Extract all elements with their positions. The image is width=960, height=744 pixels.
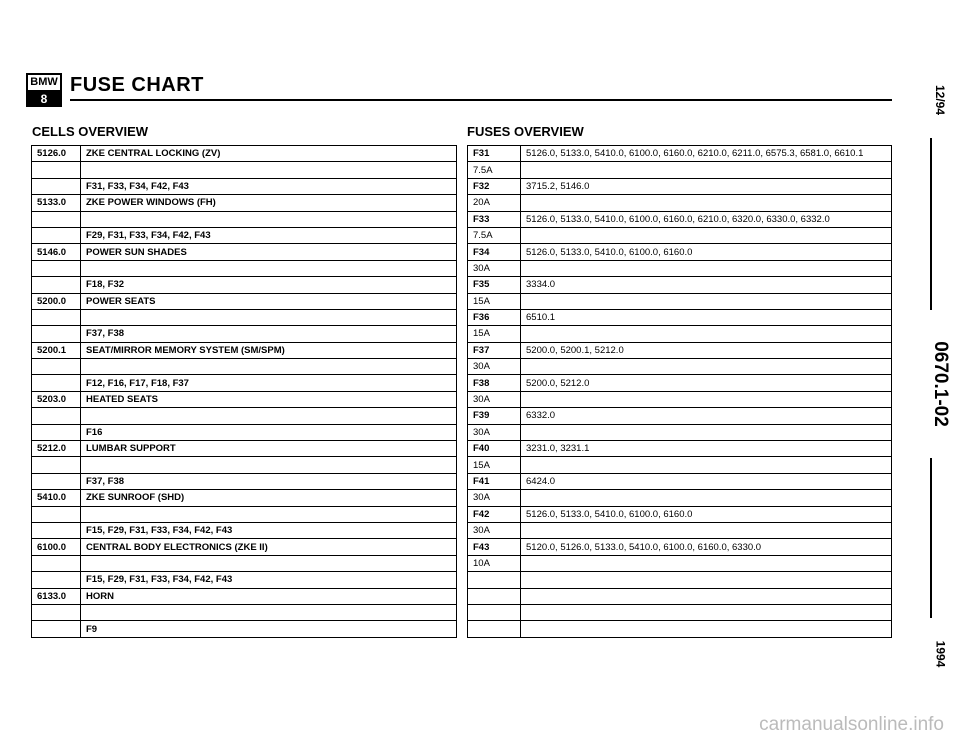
table-row xyxy=(32,309,457,325)
blank-cell xyxy=(32,522,81,538)
cell-code: 5133.0 xyxy=(32,195,81,211)
cell-name: LUMBAR SUPPORT xyxy=(81,441,457,457)
table-row xyxy=(32,522,457,538)
cell-fuses: F18, F32 xyxy=(81,277,457,293)
blank-cell xyxy=(32,408,81,424)
fuse-amp: 7.5A xyxy=(468,227,521,243)
fuse-amp: 30A xyxy=(468,490,521,506)
fuse-cells: 6510.1 xyxy=(521,309,892,325)
blank-cell xyxy=(521,359,892,375)
side-year-text: 1994 xyxy=(932,640,947,668)
table-row xyxy=(32,146,457,162)
table-row xyxy=(32,195,457,211)
table-row xyxy=(468,277,892,293)
fuse-amp: 10A xyxy=(468,555,521,571)
fuse-id: F43 xyxy=(468,539,521,555)
fuse-id: F39 xyxy=(468,408,521,424)
fuse-id: F31 xyxy=(468,146,521,162)
fuse-cells: 5126.0, 5133.0, 5410.0, 6100.0, 6160.0 xyxy=(521,506,892,522)
cell-fuses: F9 xyxy=(81,621,457,637)
side-date-text: 12/94 xyxy=(933,84,947,116)
blank-cell xyxy=(32,211,81,227)
blank-cell xyxy=(81,604,457,620)
fuse-amp: 7.5A xyxy=(468,162,521,178)
table-row xyxy=(468,441,892,457)
logo-bottom-text: 8 xyxy=(28,92,60,107)
blank-cell xyxy=(32,227,81,243)
fuses-heading: FUSES OVERVIEW xyxy=(467,124,584,139)
fuse-id: F36 xyxy=(468,309,521,325)
cell-code: 5212.0 xyxy=(32,441,81,457)
table-row xyxy=(32,572,457,588)
fuse-id: F38 xyxy=(468,375,521,391)
blank-cell xyxy=(521,326,892,342)
table-row xyxy=(32,408,457,424)
fuse-id: F41 xyxy=(468,473,521,489)
cell-code: 5146.0 xyxy=(32,244,81,260)
cell-fuses: F31, F33, F34, F42, F43 xyxy=(81,178,457,194)
cell-fuses: F37, F38 xyxy=(81,473,457,489)
table-row xyxy=(468,490,892,506)
fuse-amp: 30A xyxy=(468,424,521,440)
cell-code: 5126.0 xyxy=(32,146,81,162)
fuse-amp: 30A xyxy=(468,260,521,276)
fuse-amp: 15A xyxy=(468,457,521,473)
fuse-cells: 5126.0, 5133.0, 5410.0, 6100.0, 6160.0, 6210.0, 6211.0, 6575.3, 6581.0, 6610.1 xyxy=(521,146,892,162)
table-row xyxy=(468,391,892,407)
blank-cell xyxy=(32,260,81,276)
table-row xyxy=(32,539,457,555)
table-row xyxy=(32,555,457,571)
page-title: FUSE CHART xyxy=(70,74,204,96)
fuse-cells: 6332.0 xyxy=(521,408,892,424)
blank-cell xyxy=(32,424,81,440)
watermark: carmanualsonline.info xyxy=(759,714,944,735)
blank-cell xyxy=(81,408,457,424)
table-row xyxy=(468,195,892,211)
fuse-cells: 5120.0, 5126.0, 5133.0, 5410.0, 6100.0, 6160.0, 6330.0 xyxy=(521,539,892,555)
table-row xyxy=(468,244,892,260)
blank-cell xyxy=(32,473,81,489)
fuse-id: F34 xyxy=(468,244,521,260)
blank-cell xyxy=(468,604,521,620)
table-row xyxy=(468,359,892,375)
cell-code: 5200.0 xyxy=(32,293,81,309)
fuse-amp: 15A xyxy=(468,326,521,342)
table-row xyxy=(32,359,457,375)
table-row xyxy=(468,506,892,522)
blank-cell xyxy=(81,309,457,325)
table-row xyxy=(32,457,457,473)
table-row xyxy=(468,178,892,194)
blank-cell xyxy=(521,391,892,407)
fuse-id: F40 xyxy=(468,441,521,457)
cell-code: 5203.0 xyxy=(32,391,81,407)
table-row xyxy=(32,391,457,407)
table-row xyxy=(468,473,892,489)
blank-cell xyxy=(32,572,81,588)
blank-cell xyxy=(521,457,892,473)
table-row xyxy=(468,211,892,227)
blank-cell xyxy=(521,195,892,211)
blank-cell xyxy=(32,621,81,637)
blank-cell xyxy=(81,555,457,571)
blank-cell xyxy=(521,588,892,604)
table-row xyxy=(32,490,457,506)
cell-fuses: F29, F31, F33, F34, F42, F43 xyxy=(81,227,457,243)
table-row xyxy=(32,588,457,604)
fuse-id: F37 xyxy=(468,342,521,358)
table-row xyxy=(32,277,457,293)
blank-cell xyxy=(521,604,892,620)
table-row xyxy=(468,309,892,325)
cell-name: POWER SUN SHADES xyxy=(81,244,457,260)
table-row xyxy=(468,572,892,588)
cell-name: SEAT/MIRROR MEMORY SYSTEM (SM/SPM) xyxy=(81,342,457,358)
blank-cell xyxy=(468,621,521,637)
cell-name: POWER SEATS xyxy=(81,293,457,309)
table-row xyxy=(468,293,892,309)
side-year xyxy=(920,624,960,684)
title-rule xyxy=(70,99,892,101)
table-row xyxy=(468,326,892,342)
table-row xyxy=(32,244,457,260)
table-row xyxy=(468,522,892,538)
fuse-cells: 3715.2, 5146.0 xyxy=(521,178,892,194)
fuse-amp: 15A xyxy=(468,293,521,309)
cell-code: 6100.0 xyxy=(32,539,81,555)
cells-heading: CELLS OVERVIEW xyxy=(32,124,149,139)
cell-name: ZKE POWER WINDOWS (FH) xyxy=(81,195,457,211)
blank-cell xyxy=(521,227,892,243)
table-row xyxy=(32,211,457,227)
cell-name: ZKE SUNROOF (SHD) xyxy=(81,490,457,506)
blank-cell xyxy=(521,555,892,571)
table-row xyxy=(32,473,457,489)
cells-table xyxy=(31,145,457,638)
blank-cell xyxy=(521,490,892,506)
table-row xyxy=(32,178,457,194)
table-row xyxy=(468,146,892,162)
fuse-amp: 20A xyxy=(468,195,521,211)
blank-cell xyxy=(521,260,892,276)
fuse-cells: 3334.0 xyxy=(521,277,892,293)
table-row xyxy=(468,457,892,473)
blank-cell xyxy=(521,621,892,637)
table-row xyxy=(32,293,457,309)
blank-cell xyxy=(81,359,457,375)
side-rule-bottom xyxy=(930,458,932,618)
blank-cell xyxy=(32,277,81,293)
bmw-logo xyxy=(26,73,62,107)
fuse-id: F33 xyxy=(468,211,521,227)
table-row xyxy=(32,424,457,440)
table-row xyxy=(468,227,892,243)
table-row xyxy=(468,162,892,178)
cell-fuses: F15, F29, F31, F33, F34, F42, F43 xyxy=(81,522,457,538)
blank-cell xyxy=(468,572,521,588)
fuse-cells: 5200.0, 5212.0 xyxy=(521,375,892,391)
side-code-text: 0670.1-02 xyxy=(930,341,952,427)
blank-cell xyxy=(521,572,892,588)
table-row xyxy=(32,260,457,276)
cell-name: CENTRAL BODY ELECTRONICS (ZKE II) xyxy=(81,539,457,555)
table-row xyxy=(468,604,892,620)
cell-name: ZKE CENTRAL LOCKING (ZV) xyxy=(81,146,457,162)
cell-code: 6133.0 xyxy=(32,588,81,604)
fuse-cells: 3231.0, 3231.1 xyxy=(521,441,892,457)
table-row xyxy=(32,604,457,620)
cell-name: HEATED SEATS xyxy=(81,391,457,407)
blank-cell xyxy=(81,162,457,178)
table-row xyxy=(32,227,457,243)
table-row xyxy=(32,506,457,522)
fuse-cells: 5126.0, 5133.0, 5410.0, 6100.0, 6160.0 xyxy=(521,244,892,260)
table-row xyxy=(32,162,457,178)
cell-name: HORN xyxy=(81,588,457,604)
table-row xyxy=(32,326,457,342)
fuse-id: F42 xyxy=(468,506,521,522)
blank-cell xyxy=(81,211,457,227)
blank-cell xyxy=(81,457,457,473)
blank-cell xyxy=(32,555,81,571)
logo-top-text: BMW xyxy=(28,75,60,92)
fuse-id: F32 xyxy=(468,178,521,194)
blank-cell xyxy=(468,588,521,604)
table-row xyxy=(468,621,892,637)
cell-code: 5410.0 xyxy=(32,490,81,506)
blank-cell xyxy=(32,375,81,391)
table-row xyxy=(468,588,892,604)
fuse-amp: 30A xyxy=(468,522,521,538)
cell-fuses: F16 xyxy=(81,424,457,440)
blank-cell xyxy=(32,457,81,473)
fuse-cells: 5126.0, 5133.0, 5410.0, 6100.0, 6160.0, 6210.0, 6320.0, 6330.0, 6332.0 xyxy=(521,211,892,227)
blank-cell xyxy=(81,260,457,276)
blank-cell xyxy=(32,359,81,375)
table-row xyxy=(32,441,457,457)
fuse-cells: 5200.0, 5200.1, 5212.0 xyxy=(521,342,892,358)
fuse-id: F35 xyxy=(468,277,521,293)
side-code xyxy=(920,318,960,450)
blank-cell xyxy=(32,326,81,342)
table-row xyxy=(468,260,892,276)
table-row xyxy=(468,342,892,358)
table-row xyxy=(468,539,892,555)
cell-fuses: F12, F16, F17, F18, F37 xyxy=(81,375,457,391)
table-row xyxy=(468,424,892,440)
fuse-amp: 30A xyxy=(468,359,521,375)
side-date xyxy=(920,70,960,130)
blank-cell xyxy=(81,506,457,522)
cell-fuses: F37, F38 xyxy=(81,326,457,342)
table-row xyxy=(32,342,457,358)
blank-cell xyxy=(32,506,81,522)
blank-cell xyxy=(521,293,892,309)
blank-cell xyxy=(521,522,892,538)
fuse-amp: 30A xyxy=(468,391,521,407)
fuse-cells: 6424.0 xyxy=(521,473,892,489)
blank-cell xyxy=(521,424,892,440)
table-row xyxy=(468,375,892,391)
side-rule-top xyxy=(930,138,932,310)
cell-fuses: F15, F29, F31, F33, F34, F42, F43 xyxy=(81,572,457,588)
blank-cell xyxy=(32,309,81,325)
blank-cell xyxy=(521,162,892,178)
table-row xyxy=(32,375,457,391)
fuses-table xyxy=(467,145,892,638)
table-row xyxy=(468,408,892,424)
blank-cell xyxy=(32,162,81,178)
table-row xyxy=(468,555,892,571)
table-row xyxy=(32,621,457,637)
cell-code: 5200.1 xyxy=(32,342,81,358)
blank-cell xyxy=(32,178,81,194)
blank-cell xyxy=(32,604,81,620)
